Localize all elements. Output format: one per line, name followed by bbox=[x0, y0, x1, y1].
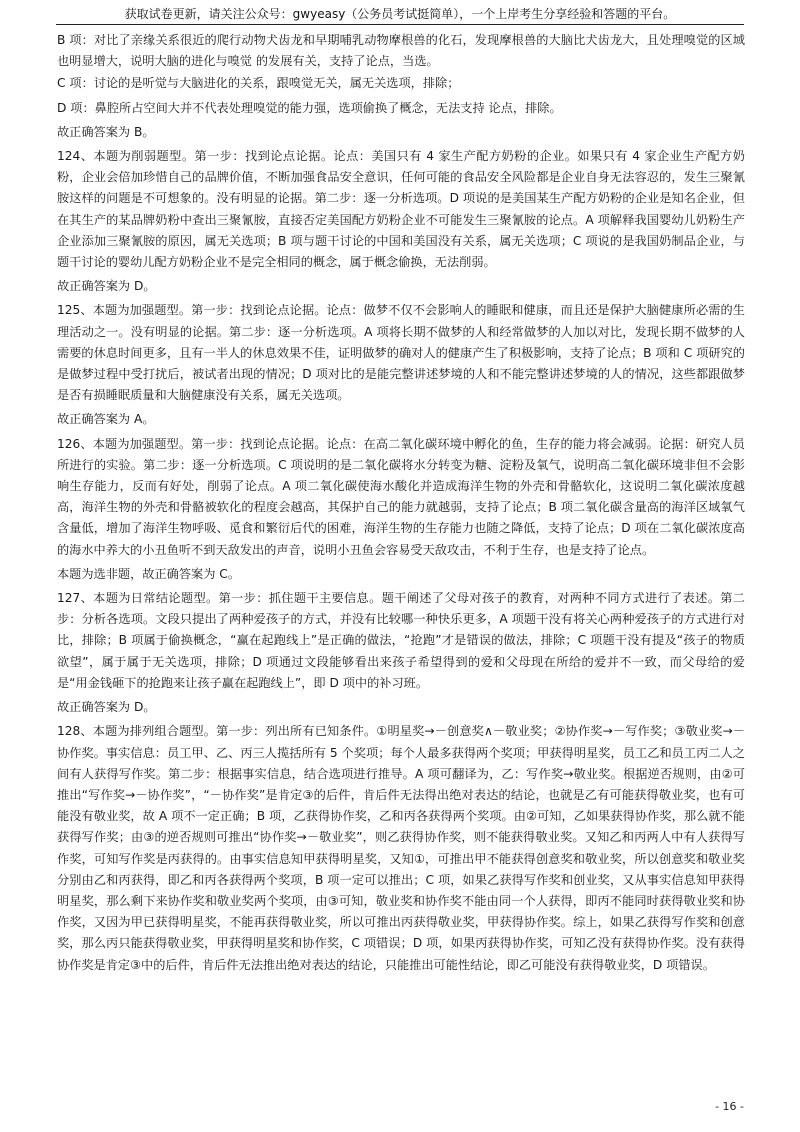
header-divider bbox=[56, 24, 744, 25]
question-124-analysis: 124、本题为削弱题型。第一步：找到论点论据。论点：美国只有 4 家生产配方奶粉的企业。如果只有 4 家企业生产配方奶粉，企业会倍加珍惜自己的品牌价值，不断加强食品安全意识，任何可能的食品安全风险都是企业自身无法容忍的，发生三聚氰胺这样的问题是不可想象的。没有明显的论据。第二步：逐一分析选项。D 项说的是美国某生产配方奶粉的企业是知名企业，但在其生产的某品牌奶粉中查出三聚氰胺，直接否定美国配方奶粉企业不可能发生三聚氰胺的论点。A 项解释我国婴幼儿奶粉生产企业添加三聚氰胺的原因，属无关选项；B 项与题干讨论的中国和美国没有关系，属无关选项；C 项说的是我国奶制品企业，与题干讨论的婴幼儿配方奶粉企业不是完全相同的概念，属于概念偷换，无法削弱。 bbox=[57, 149, 745, 270]
answer-127: 故正确答案为 D。 bbox=[57, 700, 156, 715]
answer-123: 故正确答案为 B。 bbox=[57, 124, 155, 139]
paragraph-option-c: C 项：讨论的是听觉与大脑进化的关系，跟嗅觉无关，属无关选项，排除； bbox=[57, 76, 460, 91]
question-126-analysis: 126、本题为加强题型。第一步：找到论点论据。论点：在高二氧化碳环境中孵化的鱼，生存的能力将会减弱。论据：研究人员所进行的实验。第二步：逐一分析选项。C 项说明的是二氧化碳将水分转变为糖、淀粉及氧气，说明高二氧化碳环境非但不会影响生存能力，反而有好处，削弱了论点。A 项二氧化碳使海水酸化并造成海洋生物的外壳和骨骼软化，这说明二氧化碳浓度越高，海洋生物的外壳和骨骼被软化的程度会越高，其保护自己的能力就越弱，支持了论点；B 项二氧化碳含量高的海洋区域氧气含量低，增加了海洋生物呼吸、觅食和繁衍后代的困难，海洋生物的生存能力也随之降低，支持了论点；D 项在二氧化碳浓度高的海水中养大的小丑鱼听不到天敌发出的声音，说明小丑鱼会容易受天敌攻击，不利于生存，也是支持了论点。 bbox=[57, 436, 745, 557]
document-body bbox=[57, 30, 745, 979]
answer-124: 故正确答案为 D。 bbox=[57, 279, 156, 294]
answer-125: 故正确答案为 A。 bbox=[57, 412, 155, 427]
paragraph-option-d: D 项：鼻腔所占空间大并不代表处理嗅觉的能力强，选项偷换了概念，无法支持 论点，排除。 bbox=[57, 100, 562, 115]
paragraph-option-b: B 项：对比了亲缘关系很近的爬行动物犬齿龙和早期哺乳动物摩根兽的化石，发现摩根兽的大脑比犬齿龙大，且处理嗅觉的区域也明显增大，说明大脑的进化与嗅觉 的发展有关，支持了论点，当选。 bbox=[57, 33, 745, 69]
page-number: - 16 - bbox=[715, 1100, 744, 1113]
page-header: 获取试卷更新，请关注公众号：gwyeasy（公务员考试挺简单），一个上岸考生分享经验和答题的平台。 bbox=[124, 7, 676, 21]
question-128-analysis: 128、本题为排列组合题型。第一步：列出所有已知条件。①明星奖→－创意奖∧－敬业奖；②协作奖→－写作奖；③敬业奖→－协作奖。事实信息：员工甲、乙、丙三人揽括所有 5 个奖项；每个人最多获得两个奖项；甲获得明星奖，员工乙和员工丙二人之间有人获得写作奖。第二步：根据事实信息，结合选项进行推导。A 项可翻译为，乙：写作奖→敬业奖。根据逆否规则，由②可推出“写作奖→－协作奖”，“－协作奖”是肯定③的后件，肯后件无法得出绝对表达的结论，也就是乙有可能获得敬业奖，也有可能没有敬业奖，故 A 项不一定正确；B 项，乙获得协作奖，乙和丙各获得两个奖项。由②可知，乙如果获得协作奖，那么就不能获得写作奖；由③的逆否规则可推出“协作奖→－敬业奖”，则乙获得协作奖，则不能获得敬业奖。又知乙和丙两人中有人获得写作奖，可知写作奖是丙获得的。由事实信息知甲获得明星奖，又知①，可推出甲不能获得创意奖和敬业奖，所以创意奖和敬业奖分别由乙和丙获得，即乙和丙各获得两个奖项，B 项一定可以推出；C 项，如果乙获得写作奖和创业奖，又从事实信息知甲获得明星奖，那么剩下来协作奖和敬业奖两个奖项，由③可知，敬业奖和协作奖不能由同一个人获得，即丙不能同时获得敬业奖和协作奖，又因为甲已获得明星奖，不能再获得敬业奖，所以可推出丙获得敬业奖，甲获得协作奖。综上，如果乙获得写作奖和创意奖，那么丙只能获得敬业奖，甲获得明星奖和协作奖，C 项错误；D 项，如果丙获得协作奖，可知乙没有获得协作奖。没有获得协作奖是肯定③中的后件，肯后件无法推出绝对表达的结论，只能推出可能性结论，即乙可能没有获得敬业奖，D 项错误。 bbox=[57, 724, 745, 972]
question-125-analysis: 125、本题为加强题型。第一步：找到论点论据。论点：做梦不仅不会影响人的睡眠和健康，而且还是保护大脑健康所必需的生理活动之一。没有明显的论据。第二步：逐一分析选项。A 项将长期不做梦的人和经常做梦的人加以对比，发现长期不做梦的人需要的休息时间更多，且有一半人的休息效果不佳，证明做梦的确对人的健康产生了积极影响，支持了论点；B 项和 C 项研究的是做梦过程中受打扰后，被试者出现的情况；D 项对比的是能完整讲述梦境的人和不能完整讲述梦境的人的情况，这些都跟做梦是否有损睡眠质量和大脑健康没有关系，属无关选项。 bbox=[57, 303, 745, 403]
question-127-analysis: 127、本题为日常结论题型。第一步：抓住题干主要信息。题干阐述了父母对孩子的教育，对两种不同方式进行了表述。第二步：分析各选项。文段只提出了两种爱孩子的方式，并没有比较哪一种快乐更多，A 项题干没有将关心两种爱孩子的方式进行对比，排除；B 项属于偷换概念，“赢在起跑线上”是正确的做法，“抢跑”才是错误的做法，排除；C 项题干没有提及“孩子的物质欲望”，属于属于无关选项，排除；D 项通过文段能够看出来孩子希望得到的爱和父母现在所给的爱并不一致，而父母给的爱是“用金钱砸下的抢跑来让孩子赢在起跑线上”，即 D 项中的补习班。 bbox=[57, 591, 745, 690]
answer-126: 本题为选非题，故正确答案为 C。 bbox=[57, 566, 241, 581]
